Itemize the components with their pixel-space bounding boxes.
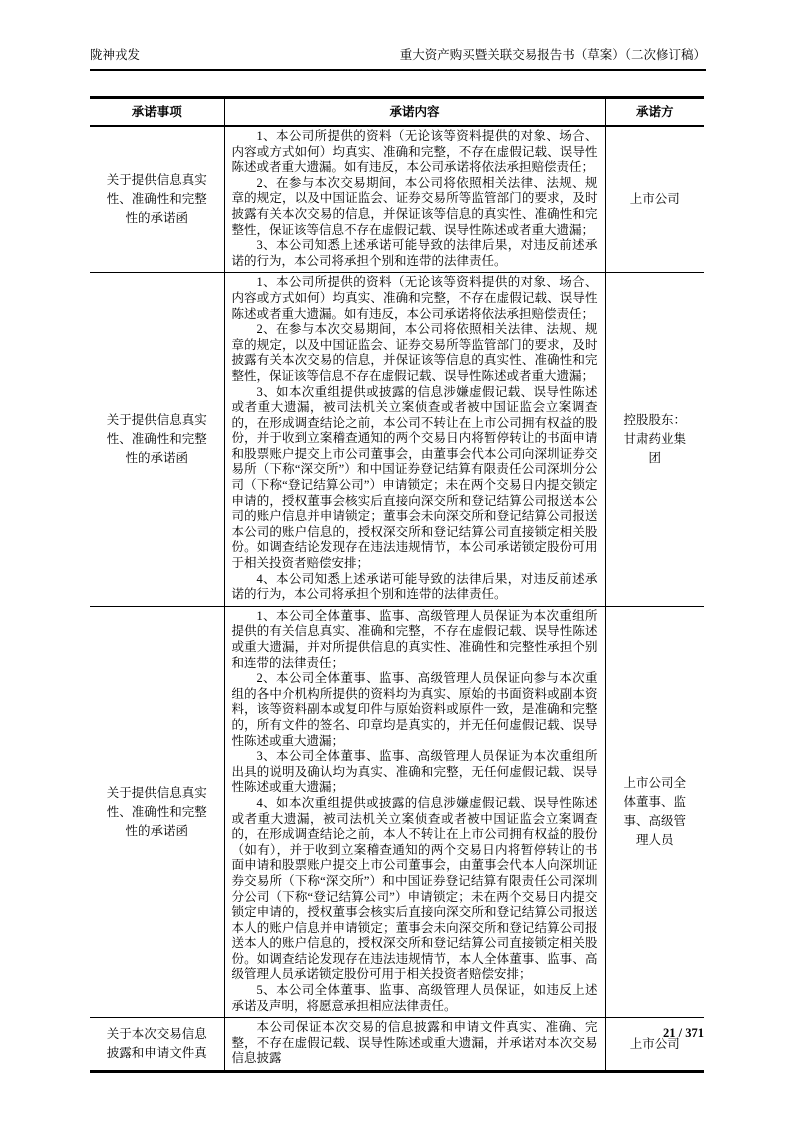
content-paragraph: 2、本公司全体董事、监事、高级管理人员保证向参与本次重组的各中介机构所提供的资料均为真实、原始的书面资料或副本资料，该等资料副本或复印件与原始资料或原件一致，是准确和完整的，所有文件的签名、印章均是真实的，并无任何虚假记载、误导性陈述或重大遗漏；	[231, 671, 598, 748]
commitment-party-cell: 控股股东：甘肃药业集团	[605, 273, 704, 606]
content-paragraph: 2、在参与本次交易期间，本公司将依照相关法律、法规、规章的规定，以及中国证监会、证券交易所等监管部门的要求，及时披露有关本次交易的信息，并保证该等信息的真实性、准确性和完整性，保证该等信息不存在虚假记载、误导性陈述或者重大遗漏；	[231, 322, 598, 383]
content-paragraph: 4、如本次重组提供或披露的信息涉嫌虚假记载、误导性陈述或者重大遗漏，被司法机关立案侦查或者被中国证监会立案调查的，在形成调查结论之前，本人不转让在上市公司拥有权益的股份（如有），并于收到立案稽查通知的两个交易日内将暂停转让的书面申请和股票账户提交上市公司董事会，由董事会代本人向深圳证券交易所（下称“深交所”）和中国证券登记结算有限责任公司深圳分公司（下称“登记结算公司”）申请锁定；未在两个交易日内提交锁定申请的，授权董事会核实后直接向深交所和登记结算公司报送本人的账户信息并申请锁定；董事会未向深交所和登记结算公司报送本人的账户信息的，授权深交所和登记结算公司直接锁定相关股份。如调查结论发现存在违法违规情节，本人全体董事、监事、高级管理人员承诺锁定股份可用于相关投资者赔偿安排；	[231, 795, 598, 982]
content-paragraph: 1、本公司所提供的资料（无论该等资料提供的对象、场合、内容或方式如何）均真实、准确和完整，不存在虚假记载、误导性陈述或者重大遗漏。如有违反，本公司承诺将依法承担赔偿责任；	[231, 129, 598, 175]
commitment-content-cell	[224, 273, 605, 606]
commitment-item-cell: 关于提供信息真实性、准确性和完整性的承诺函	[90, 126, 224, 273]
commitment-content-cell	[224, 1018, 605, 1072]
content-paragraph: 5、本公司全体董事、监事、高级管理人员保证，如违反上述承诺及声明，将愿意承担相应法律责任。	[231, 983, 598, 1013]
content-paragraph: 1、本公司所提供的资料（无论该等资料提供的对象、场合、内容或方式如何）均真实、准确和完整，不存在虚假记载、误导性陈述或者重大遗漏。如有违反，本公司承诺将依法承担赔偿责任；	[231, 275, 598, 321]
column-header-content: 承诺内容	[224, 98, 605, 127]
content-paragraph: 1、本公司全体董事、监事、高级管理人员保证为本次重组所提供的有关信息真实、准确和完整，不存在虚假记载、误导性陈述或重大遗漏，并对所提供信息的真实性、准确性和完整性承担个别和连带的法律责任；	[231, 608, 598, 670]
commitment-party-cell: 上市公司	[605, 1018, 704, 1072]
content-paragraph: 3、本公司知悉上述承诺可能导致的法律后果，对违反前述承诺的行为，本公司将承担个别和连带的法律责任。	[231, 238, 598, 268]
content-paragraph: 4、本公司知悉上述承诺可能导致的法律后果，对违反前述承诺的行为，本公司将承担个别和连带的法律责任。	[231, 571, 598, 602]
commitment-party-cell: 上市公司	[605, 126, 704, 273]
table-row	[90, 1018, 704, 1072]
commitment-item-cell: 关于本次交易信息披露和申请文件真	[90, 1018, 224, 1072]
commitment-content-cell	[224, 126, 605, 273]
content-paragraph: 3、本公司全体董事、监事、高级管理人员保证为本次重组所出具的说明及确认均为真实、准确和完整，无任何虚假记载、误导性陈述或重大遗漏；	[231, 749, 598, 795]
commitment-party-cell: 上市公司全体董事、监事、高级管理人员	[605, 606, 704, 1017]
commitment-item-cell: 关于提供信息真实性、准确性和完整性的承诺函	[90, 606, 224, 1017]
report-title: 重大资产购买暨关联交易报告书（草案）（二次修订稿）	[399, 48, 706, 62]
content-paragraph: 本公司保证本次交易的信息披露和申请文件真实、准确、完整，不存在虚假记载、误导性陈述或重大遗漏，并承诺对本次交易信息披露	[231, 1020, 598, 1066]
content-paragraph: 2、在参与本次交易期间，本公司将依照相关法律、法规、规章的规定，以及中国证监会、证券交易所等监管部门的要求，及时披露有关本次交易的信息，并保证该等信息的真实性、准确性和完整性，保证该等信息不存在虚假记载、误导性陈述或者重大遗漏；	[231, 175, 598, 237]
table-header-row	[90, 98, 704, 127]
page-header	[90, 47, 706, 71]
table-row	[90, 126, 704, 273]
commitments-table	[90, 96, 704, 1073]
commitment-item-cell: 关于提供信息真实性、准确性和完整性的承诺函	[90, 273, 224, 606]
table-row	[90, 273, 704, 606]
page-number: 21 / 371	[663, 1026, 704, 1040]
company-name: 陇神戎发	[90, 48, 141, 62]
commitment-content-cell	[224, 606, 605, 1017]
content-paragraph: 3、如本次重组提供或披露的信息涉嫌虚假记载、误导性陈述或者重大遗漏，被司法机关立案侦查或者被中国证监会立案调查的，在形成调查结论之前，本公司不转让在上市公司拥有权益的股份，并于收到立案稽查通知的两个交易日内将暂停转让的书面申请和股票账户提交上市公司董事会，由董事会代本公司向深圳证券交易所（下称“深交所”）和中国证券登记结算有限责任公司深圳分公司（下称“登记结算公司”）申请锁定；未在两个交易日内提交锁定申请的，授权董事会核实后直接向深交所和登记结算公司报送本公司的账户信息并申请锁定；董事会未向深交所和登记结算公司报送本公司的账户信息的，授权深交所和登记结算公司直接锁定相关股份。如调查结论发现存在违法违规情节，本公司承诺锁定股份可用于相关投资者赔偿安排；	[231, 384, 598, 571]
table-row	[90, 606, 704, 1017]
column-header-party: 承诺方	[605, 98, 704, 127]
column-header-item: 承诺事项	[90, 98, 224, 127]
